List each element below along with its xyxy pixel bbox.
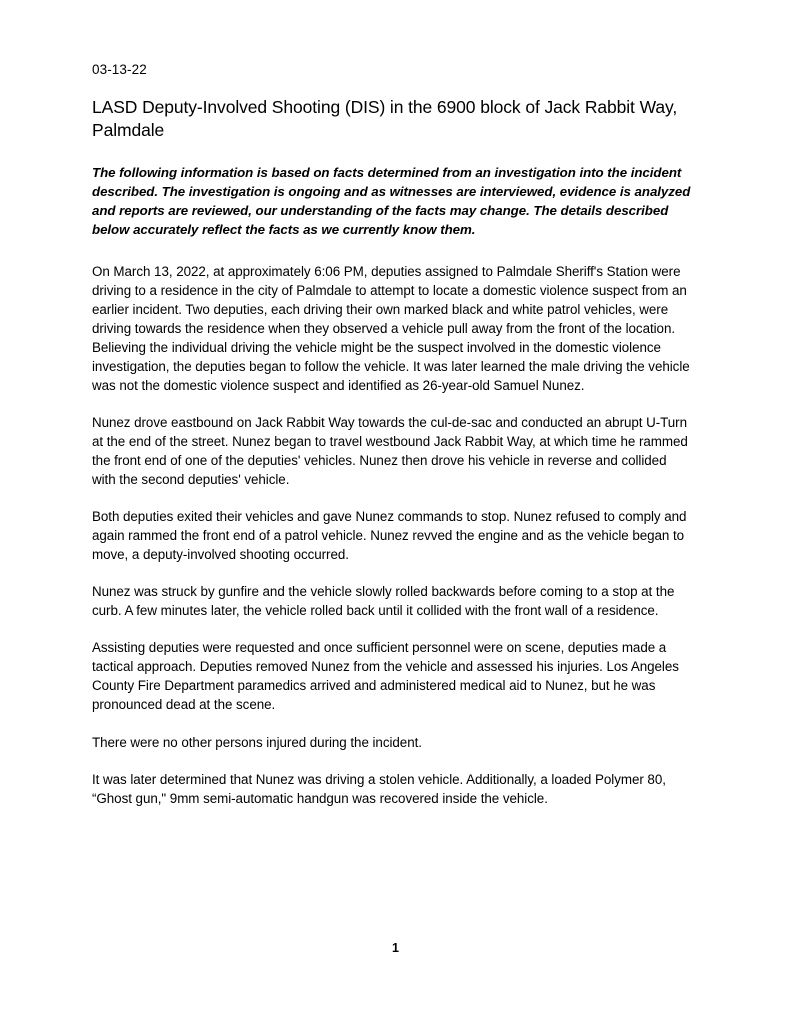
body-paragraph: Assisting deputies were requested and once sufficient personnel were on scene, deputies made a tactical approach. Deputies removed Nunez from the vehicle and assessed his injuries. Los Angeles County Fire Department paramedics arrived and administered medical aid to Nunez, but he was pronounced dead at the scene.	[92, 640, 679, 713]
body-paragraph: There were no other persons injured during the incident.	[92, 734, 422, 750]
document-date: 03-13-22	[92, 62, 147, 77]
page-title: LASD Deputy-Involved Shooting (DIS) in the 6900 block of Jack Rabbit Way, Palmdale	[92, 97, 678, 141]
body-paragraph: Nunez drove eastbound on Jack Rabbit Way towards the cul-de-sac and conducted an abrupt U-Turn at the end of the street. Nunez began to travel westbound Jack Rabbit Way, at which time he rammed the front end of one of the deputies' vehicles. Nunez then drove his vehicle in reverse and collided with the second deputies' vehicle.	[92, 415, 688, 488]
body-paragraph: It was later determined that Nunez was driving a stolen vehicle. Additionally, a loaded Polymer 80, “Ghost gun," 9mm semi-automatic handgun was recovered inside the vehicle.	[92, 771, 666, 806]
page-number: 1	[392, 941, 399, 955]
body-paragraph: Both deputies exited their vehicles and gave Nunez commands to stop. Nunez refused to comply and again rammed the front end of a patrol vehicle. Nunez revved the engine and as the vehicle began to move, a deputy-involved shooting occurred.	[92, 509, 687, 563]
document-body	[92, 62, 692, 808]
disclaimer-text: The following information is based on facts determined from an investigation into the incident described. The investigation is ongoing and as witnesses are interviewed, evidence is analyzed and reports are reviewed, our understanding of the facts may change. The details described below accurately reflect the facts as we currently know them.	[92, 165, 691, 237]
body-paragraph: Nunez was struck by gunfire and the vehicle slowly rolled backwards before coming to a stop at the curb. A few minutes later, the vehicle rolled back until it collided with the front wall of a residence.	[92, 584, 675, 619]
body-paragraph: On March 13, 2022, at approximately 6:06 PM, deputies assigned to Palmdale Sheriff's Station were driving to a residence in the city of Palmdale to attempt to locate a domestic violence suspect from an earlier incident. Two deputies, each driving their own marked black and white patrol vehicles, were driving towards the residence when they observed a vehicle pull away from the front of the location. Believing the individual driving the vehicle might be the suspect involved in the domestic violence investigation, the deputies began to follow the vehicle. It was later learned the male driving the vehicle was not the domestic violence suspect and identified as 26-year-old Samuel Nunez.	[92, 263, 690, 394]
